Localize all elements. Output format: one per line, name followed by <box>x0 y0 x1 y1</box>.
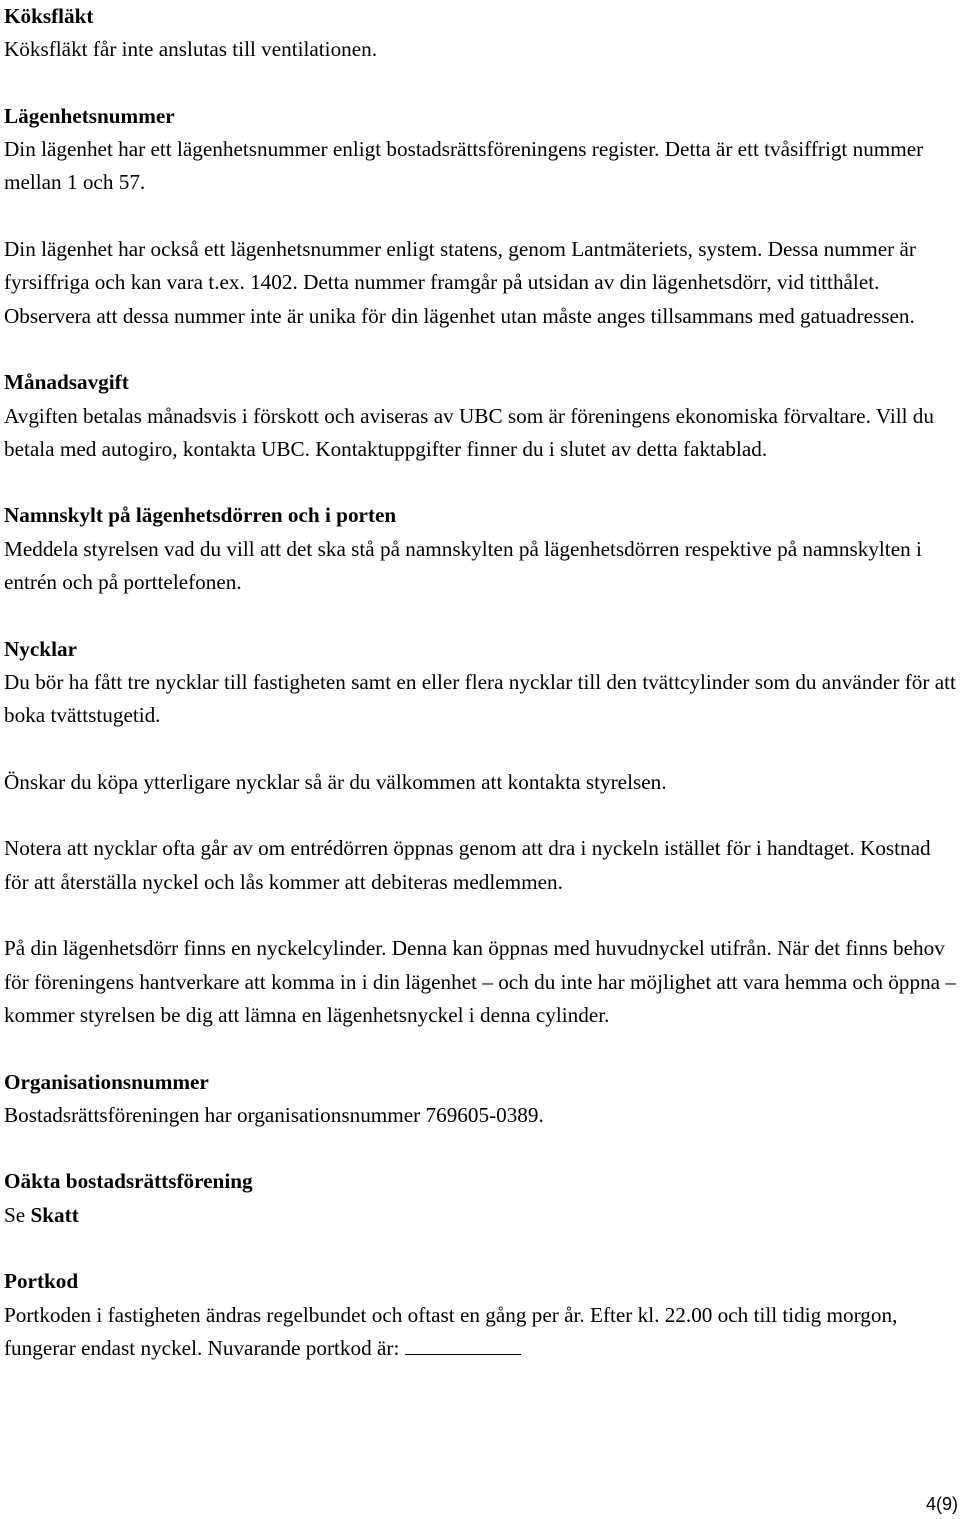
section-lagenhetsnummer <box>4 100 956 333</box>
section-portkod <box>4 1265 956 1365</box>
document-page <box>4 0 956 1398</box>
heading-oakta-bostadsrattsforening: Oäkta bostadsrättsförening <box>4 1169 253 1194</box>
heading-organisationsnummer: Organisationsnummer <box>4 1069 209 1094</box>
paragraph: Köksfläkt får inte anslutas till ventilationen. <box>4 37 378 62</box>
paragraph <box>4 1299 956 1366</box>
heading-namnskylt: Namnskylt på lägenhetsdörren och i porten <box>4 503 397 528</box>
section-namnskylt <box>4 499 956 599</box>
section-oakta-bostadsrattsforening <box>4 1165 956 1232</box>
portkod-blank-line <box>405 1334 521 1355</box>
paragraph: Meddela styrelsen vad du vill att det ska stå på namnskylten på lägenhetsdörren respektive på namnskylten i entrén och på porttelefonen. <box>4 536 922 595</box>
paragraph: Du bör ha fått tre nycklar till fastigheten samt en eller flera nycklar till den tvättcylinder som du använder för att boka tvättstugetid. <box>4 669 956 728</box>
paragraph: Din lägenhet har ett lägenhetsnummer enligt bostadsrättsföreningens register. Detta är ett tvåsiffrigt nummer mellan 1 och 57. <box>4 137 924 195</box>
heading-lagenhetsnummer: Lägenhetsnummer <box>4 103 175 128</box>
paragraph: Din lägenhet har också ett lägenhetsnummer enligt statens, genom Lantmäteriets, system. Dessa nummer är fyrsiffriga och kan vara t.ex. 1402. Detta nummer framgår på utsidan av din lägenhetsdörr, vid titthålet. Observera att dessa nummer inte är unika för din lägenhet utan måste anges tillsammans med gatuadressen. <box>4 237 916 328</box>
page-number: 4(9) <box>925 1494 958 1514</box>
paragraph: Notera att nycklar ofta går av om entrédörren öppnas genom att dra i nyckeln istället för i handtaget. Kostnad för att återställa nyckel och lås kommer att debiteras medlemmen. <box>4 836 931 894</box>
see-prefix: Se <box>4 1202 26 1227</box>
paragraph: Bostadsrättsföreningen har organisationsnummer 769605-0389. <box>4 1102 544 1127</box>
heading-koksflakt: Köksfläkt <box>4 4 94 28</box>
heading-nycklar: Nycklar <box>4 636 77 661</box>
see-reference <box>4 1199 956 1232</box>
section-manadsavgift <box>4 366 956 466</box>
paragraph: Önskar du köpa ytterligare nycklar så är du välkommen att kontakta styrelsen. <box>4 769 667 794</box>
portkod-text: Portkoden i fastigheten ändras regelbundet och oftast en gång per år. Efter kl. 22.00 och till tidig morgon, fungerar endast nyckel. Nuvarande portkod är: <box>4 1302 898 1360</box>
see-reference-skatt: Skatt <box>30 1202 79 1227</box>
heading-manadsavgift: Månadsavgift <box>4 370 129 395</box>
section-organisationsnummer <box>4 1066 956 1133</box>
paragraph: På din lägenhetsdörr finns en nyckelcylinder. Denna kan öppnas med huvudnyckel utifrån. När det finns behov för föreningens hantverkare att komma in i din lägenhet – och du inte har möjlighet att vara hemma och öppna – kommer styrelsen be dig att lämna en lägenhetsnyckel i denna cylinder. <box>4 936 956 1027</box>
section-koksflakt <box>4 0 956 67</box>
paragraph: Avgiften betalas månadsvis i förskott och aviseras av UBC som är föreningens ekonomiska förvaltare. Vill du betala med autogiro, kontakta UBC. Kontaktuppgifter finner du i slutet av detta faktablad. <box>4 403 934 461</box>
section-nycklar <box>4 633 956 1033</box>
heading-portkod: Portkod <box>4 1269 79 1294</box>
